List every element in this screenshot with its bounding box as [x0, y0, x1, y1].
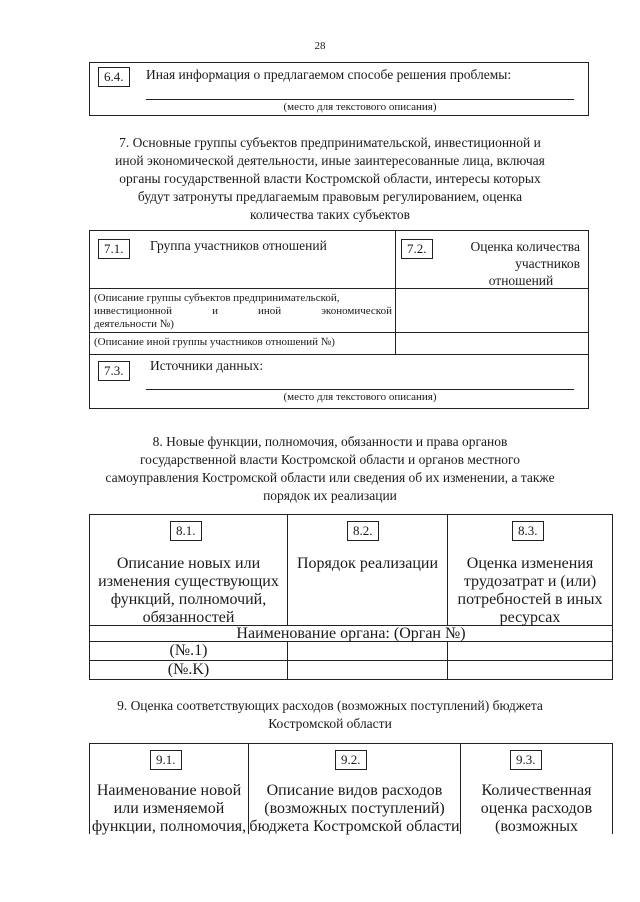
- section-7-1-number: 7.1.: [98, 239, 130, 259]
- section-8-3-number: 8.3.: [512, 521, 544, 541]
- section-8-table: [89, 514, 613, 680]
- section-7-3-caption: (место для текстового описания): [283, 391, 437, 403]
- section-6-4-label: Иная информация о предлагаемом способе решения проблемы:: [146, 67, 512, 82]
- section-6-4-box: [89, 62, 589, 116]
- section-7-row-2: (Описание иной группы участников отношений №): [94, 336, 335, 348]
- section-8-2-text: Порядок реализации: [296, 555, 439, 572]
- section-7-1-label: Группа участников отношений: [150, 238, 327, 253]
- section-7-table: [89, 230, 589, 409]
- section-8-row-k: (№.K): [167, 661, 210, 678]
- section-9-2-number: 9.2.: [335, 750, 367, 770]
- section-7-3-input-line[interactable]: [146, 389, 574, 390]
- section-7-2-label: Оценка количества участников отношений: [470, 239, 580, 288]
- section-7-heading: 7. Основные группы субъектов предпринимательской, инвестиционной и иной экономической деятельности, иные заинтересованные лица, включая органы государственной власти Костромской области, интересы которых будут затронуты предлагаемым правовым регулированием, оценка количества таких субъектов: [115, 135, 545, 222]
- section-7-row-1: (Описание группы субъектов предпринимательской, инвестиционной и иной экономической деятельности №): [94, 292, 392, 330]
- section-8-2-number: 8.2.: [347, 521, 379, 541]
- section-7-3-label: Источники данных:: [150, 358, 264, 373]
- section-8-1-number: 8.1.: [170, 521, 202, 541]
- section-9-1-text: Наименование новой или изменяемой функции, полномочия,: [91, 782, 247, 835]
- section-8-1-text: Описание новых или изменения существующих функций, полномочий, обязанностей: [98, 555, 279, 626]
- section-6-4-number: 6.4.: [98, 67, 130, 87]
- section-9-3-text: Количественная оценка расходов (возможных: [480, 782, 593, 835]
- section-8-organ-row: Наименование органа: (Орган №): [236, 625, 466, 642]
- section-8-heading: 8. Новые функции, полномочия, обязанности и права органов государственной власти Костромской области и органов местного самоуправления Костромской области или сведения об их изменении, а также порядок их реализации: [105, 434, 555, 503]
- page-number: 28: [314, 40, 326, 52]
- section-9-1-number: 9.1.: [150, 750, 182, 770]
- section-8-3-text: Оценка изменения трудозатрат и (или) потребностей в иных ресурсах: [457, 555, 603, 626]
- section-8-row-1: (№.1): [169, 642, 208, 659]
- section-7-3-number: 7.3.: [98, 361, 130, 381]
- section-6-4-caption: (место для текстового описания): [283, 101, 437, 113]
- section-9-3-number: 9.3.: [510, 750, 542, 770]
- section-9-table: [89, 743, 613, 834]
- section-9-heading: 9. Оценка соответствующих расходов (возможных поступлений) бюджета Костромской области: [117, 698, 543, 731]
- section-6-4-input-line[interactable]: [146, 99, 574, 100]
- section-7-2-number: 7.2.: [401, 239, 433, 259]
- section-9-2-text: Описание видов расходов (возможных поступлений) бюджета Костромской области: [249, 782, 460, 835]
